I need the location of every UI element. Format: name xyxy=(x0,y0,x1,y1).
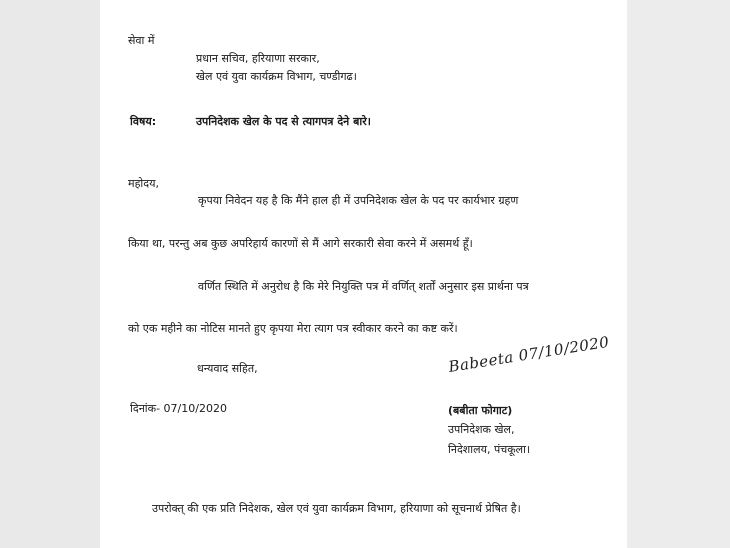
sender-title: उपनिदेशक खेल, xyxy=(448,423,515,436)
subject-label: विषय: xyxy=(130,115,157,128)
para2-line1: वर्णित स्थिति में अनुरोध है कि मेरे नियुक्ति पत्र में वर्णित् शर्तों अनुसार इस प्रार्थना पत्र xyxy=(198,280,529,293)
salutation-to: सेवा में xyxy=(128,34,155,47)
sender-name: (बबीता फोगाट) xyxy=(448,404,513,417)
right-background xyxy=(630,0,730,548)
left-background xyxy=(0,0,100,548)
greeting: महोदय, xyxy=(128,177,159,190)
para1-line2: किया था, परन्तु अब कुछ अपरिहार्य कारणों से मैं आगे सरकारी सेवा करने में असमर्थ हूँ। xyxy=(128,237,473,250)
handwritten-signature: Babeeta 07/10/2020 xyxy=(447,332,611,376)
date-line: दिनांक- 07/10/2020 xyxy=(130,402,227,415)
recipient-line-1: प्रधान सचिव, हरियाणा सरकार, xyxy=(196,52,320,65)
para2-line2: को एक महीने का नोटिस मानते हुए कृपया मेरा त्याग पत्र स्वीकार करने का कष्ट करें। xyxy=(128,322,458,335)
letter-page xyxy=(100,0,627,548)
recipient-line-2: खेल एवं युवा कार्यक्रम विभाग, चण्डीगढ। xyxy=(196,70,357,83)
sender-office: निदेशालय, पंचकूला। xyxy=(448,443,531,456)
copy-note: उपरोक्त् की एक प्रति निदेशक, खेल एवं युवा कार्यक्रम विभाग, हरियाणा को सूचनार्थ प्रेषित है। xyxy=(152,502,521,515)
subject-text: उपनिदेशक खेल के पद से त्यागपत्र देने बारे। xyxy=(196,115,371,128)
para1-line1: कृपया निवेदन यह है कि मैंने हाल ही में उपनिदेशक खेल के पद पर कार्यभार ग्रहण xyxy=(198,194,519,207)
closing: धन्यवाद सहित, xyxy=(197,362,258,375)
